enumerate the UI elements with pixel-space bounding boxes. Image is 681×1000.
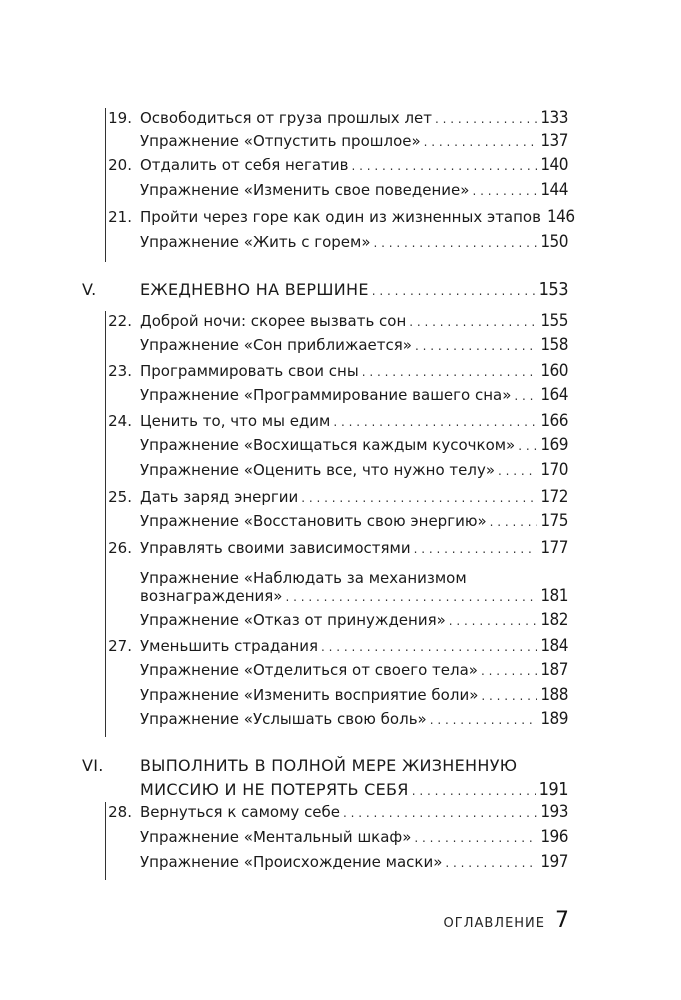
toc-entry-page: 153 — [538, 279, 568, 300]
toc-entry-page: 175 — [540, 511, 568, 531]
toc-entry-number: 22. — [108, 312, 132, 330]
toc-entry-exercise[interactable] — [140, 709, 568, 730]
toc-entry-page: 189 — [540, 709, 568, 729]
toc-entry-title: Упражнение «Изменить свое поведение» — [140, 181, 470, 199]
toc-entry-page: 187 — [540, 660, 568, 680]
toc-entry-exercise[interactable] — [140, 568, 568, 588]
toc-entry-title: Упражнение «Наблюдать за механизмом — [140, 569, 467, 587]
toc-entry-page: 193 — [540, 802, 568, 822]
toc-entry-page: 172 — [540, 487, 568, 507]
toc-entry-page: 184 — [540, 636, 568, 656]
toc-entry-title: Отдалить от себя негатив — [140, 156, 349, 174]
toc-entry-exercise[interactable] — [140, 180, 568, 201]
toc-entry-page: 137 — [540, 131, 568, 151]
dot-leader — [445, 852, 537, 873]
toc-entry-title: Программировать свои сны — [140, 362, 359, 380]
dot-leader — [514, 385, 537, 406]
dot-leader — [351, 155, 537, 176]
dot-leader — [435, 108, 537, 129]
toc-entry-title: Упражнение «Отпустить прошлое» — [140, 132, 421, 150]
dot-leader — [285, 586, 537, 607]
toc-entry-chapter[interactable] — [108, 361, 568, 382]
dot-leader — [490, 511, 538, 532]
toc-entry-number: VI. — [82, 756, 104, 775]
toc-entry-page: 177 — [540, 538, 568, 558]
toc-entry-chapter[interactable] — [108, 538, 568, 559]
toc-entry-number: 25. — [108, 488, 132, 506]
toc-entry-page: 158 — [540, 335, 568, 355]
toc-entry-title: Упражнение «Восхищаться каждым кусочком» — [140, 436, 516, 454]
toc-entry-page: 181 — [540, 586, 568, 606]
toc-entry-page: 164 — [540, 385, 568, 405]
dot-leader — [481, 660, 537, 681]
toc-entry-title: Упражнение «Жить с горем» — [140, 233, 371, 251]
dot-leader — [409, 311, 537, 332]
toc-entry-title: Упражнение «Программирование вашего сна» — [140, 386, 512, 404]
dot-leader — [412, 780, 536, 801]
dot-leader — [321, 636, 537, 657]
toc-entry-number: 24. — [108, 412, 132, 430]
dot-leader — [372, 280, 536, 301]
toc-entry-title: ЕЖЕДНЕВНО НА ВЕРШИНЕ — [140, 280, 369, 299]
toc-entry-page: 182 — [540, 610, 568, 630]
toc-entry-chapter[interactable] — [108, 411, 568, 432]
toc-entry-exercise[interactable] — [140, 385, 568, 406]
toc-entry-number: 23. — [108, 362, 132, 380]
toc-entry-exercise[interactable] — [140, 827, 568, 848]
toc-entry-title-continued: вознаграждения» — [140, 587, 283, 605]
toc-entry-exercise[interactable] — [140, 610, 568, 631]
dot-leader — [424, 131, 538, 152]
toc-entry-chapter[interactable] — [108, 487, 568, 508]
toc-entry-title: Упражнение «Отказ от принуждения» — [140, 611, 446, 629]
toc-entry-page: 169 — [540, 435, 568, 455]
toc-entry-title: Упражнение «Оценить все, что нужно телу» — [140, 461, 496, 479]
toc-entry-number: 27. — [108, 637, 132, 655]
toc-entry-page: 140 — [540, 155, 568, 175]
toc-entry-exercise[interactable] — [140, 852, 568, 873]
dot-leader — [481, 685, 537, 706]
toc-entry-exercise[interactable] — [140, 660, 568, 681]
toc-entry-chapter[interactable] — [108, 155, 568, 176]
dot-leader — [414, 827, 537, 848]
toc-entry-exercise[interactable] — [140, 511, 568, 532]
toc-entry-page: 155 — [540, 311, 568, 331]
toc-entry-page: 170 — [540, 460, 568, 480]
toc-entry-page: 146 — [546, 207, 575, 227]
toc-entry-chapter[interactable] — [108, 207, 575, 228]
toc-entry-section[interactable] — [82, 279, 568, 301]
toc-entry-title: Доброй ночи: скорее вызвать сон — [140, 312, 407, 330]
toc-entry-number: 20. — [108, 156, 132, 174]
toc-entry-page: 144 — [540, 180, 568, 200]
toc-entry-chapter[interactable] — [108, 802, 568, 823]
dot-leader — [374, 232, 538, 253]
toc-entry-title: Упражнение «Сон приближается» — [140, 336, 412, 354]
toc-entry-exercise[interactable] — [140, 685, 568, 706]
dot-leader — [343, 802, 537, 823]
dot-leader — [472, 180, 537, 201]
toc-entry-title: Уменьшить страдания — [140, 637, 318, 655]
toc-entry-title: Ценить то, что мы едим — [140, 412, 331, 430]
dot-leader — [301, 487, 537, 508]
dot-leader — [518, 435, 537, 456]
toc-entry-title: Упражнение «Услышать свою боль» — [140, 710, 427, 728]
toc-entry-title: Упражнение «Изменить восприятие боли» — [140, 686, 479, 704]
toc-entry-page: 166 — [540, 411, 568, 431]
toc-entry-chapter[interactable] — [108, 311, 568, 332]
toc-entry-title: Упражнение «Восстановить свою энергию» — [140, 512, 487, 530]
toc-entry-page: 197 — [540, 852, 568, 872]
dot-leader — [498, 460, 537, 481]
dot-leader — [333, 411, 537, 432]
toc-entry-exercise[interactable] — [140, 131, 568, 152]
dot-leader — [430, 709, 538, 730]
toc-entry-title: Освободиться от груза прошлых лет — [140, 109, 432, 127]
toc-entry-section[interactable] — [82, 756, 568, 776]
toc-entry-exercise[interactable] — [140, 335, 568, 356]
toc-entry-page: 133 — [540, 108, 568, 128]
toc-entry-continuation[interactable] — [140, 780, 568, 801]
toc-entry-page: 160 — [540, 361, 568, 381]
dot-leader — [415, 335, 537, 356]
toc-entry-page: 188 — [540, 685, 568, 705]
toc-entry-chapter[interactable] — [108, 108, 568, 129]
toc-entry-continuation[interactable] — [140, 586, 568, 607]
toc-entry-exercise[interactable] — [140, 460, 568, 481]
page-footer — [444, 908, 569, 933]
dot-leader — [362, 361, 538, 382]
toc-entry-number: 19. — [108, 109, 132, 127]
toc-entry-page: 191 — [538, 779, 568, 800]
page-number: 7 — [555, 908, 569, 933]
toc-entry-title: Упражнение «Ментальный шкаф» — [140, 828, 412, 846]
toc-entry-exercise[interactable] — [140, 435, 568, 456]
toc-entry-number: 26. — [108, 539, 132, 557]
toc-entry-title: Упражнение «Происхождение маски» — [140, 853, 443, 871]
toc-entry-number: 28. — [108, 803, 132, 821]
toc-entry-number: 21. — [108, 208, 132, 226]
toc-entry-title: Упражнение «Отделиться от своего тела» — [140, 661, 478, 679]
toc-entry-chapter[interactable] — [108, 636, 568, 657]
toc-entry-number: V. — [82, 280, 97, 299]
dot-leader — [414, 538, 538, 559]
toc-entry-exercise[interactable] — [140, 232, 568, 253]
toc-entry-title: Управлять своими зависимостями — [140, 539, 411, 557]
running-title: ОГЛАВЛЕНИЕ — [443, 916, 545, 931]
toc-entry-title: Вернуться к самому себе — [140, 803, 341, 821]
dot-leader — [449, 610, 538, 631]
toc-entry-title: ВЫПОЛНИТЬ В ПОЛНОЙ МЕРЕ ЖИЗНЕННУЮ — [140, 756, 518, 775]
toc-entry-title-continued: МИССИЮ И НЕ ПОТЕРЯТЬ СЕБЯ — [140, 780, 409, 799]
toc-entry-page: 150 — [540, 232, 568, 252]
toc-entry-page: 196 — [540, 827, 568, 847]
toc-entry-title: Пройти через горе как один из жизненных этапов — [140, 208, 541, 226]
toc-entry-title: Дать заряд энергии — [140, 488, 299, 506]
section-rule — [105, 108, 106, 262]
